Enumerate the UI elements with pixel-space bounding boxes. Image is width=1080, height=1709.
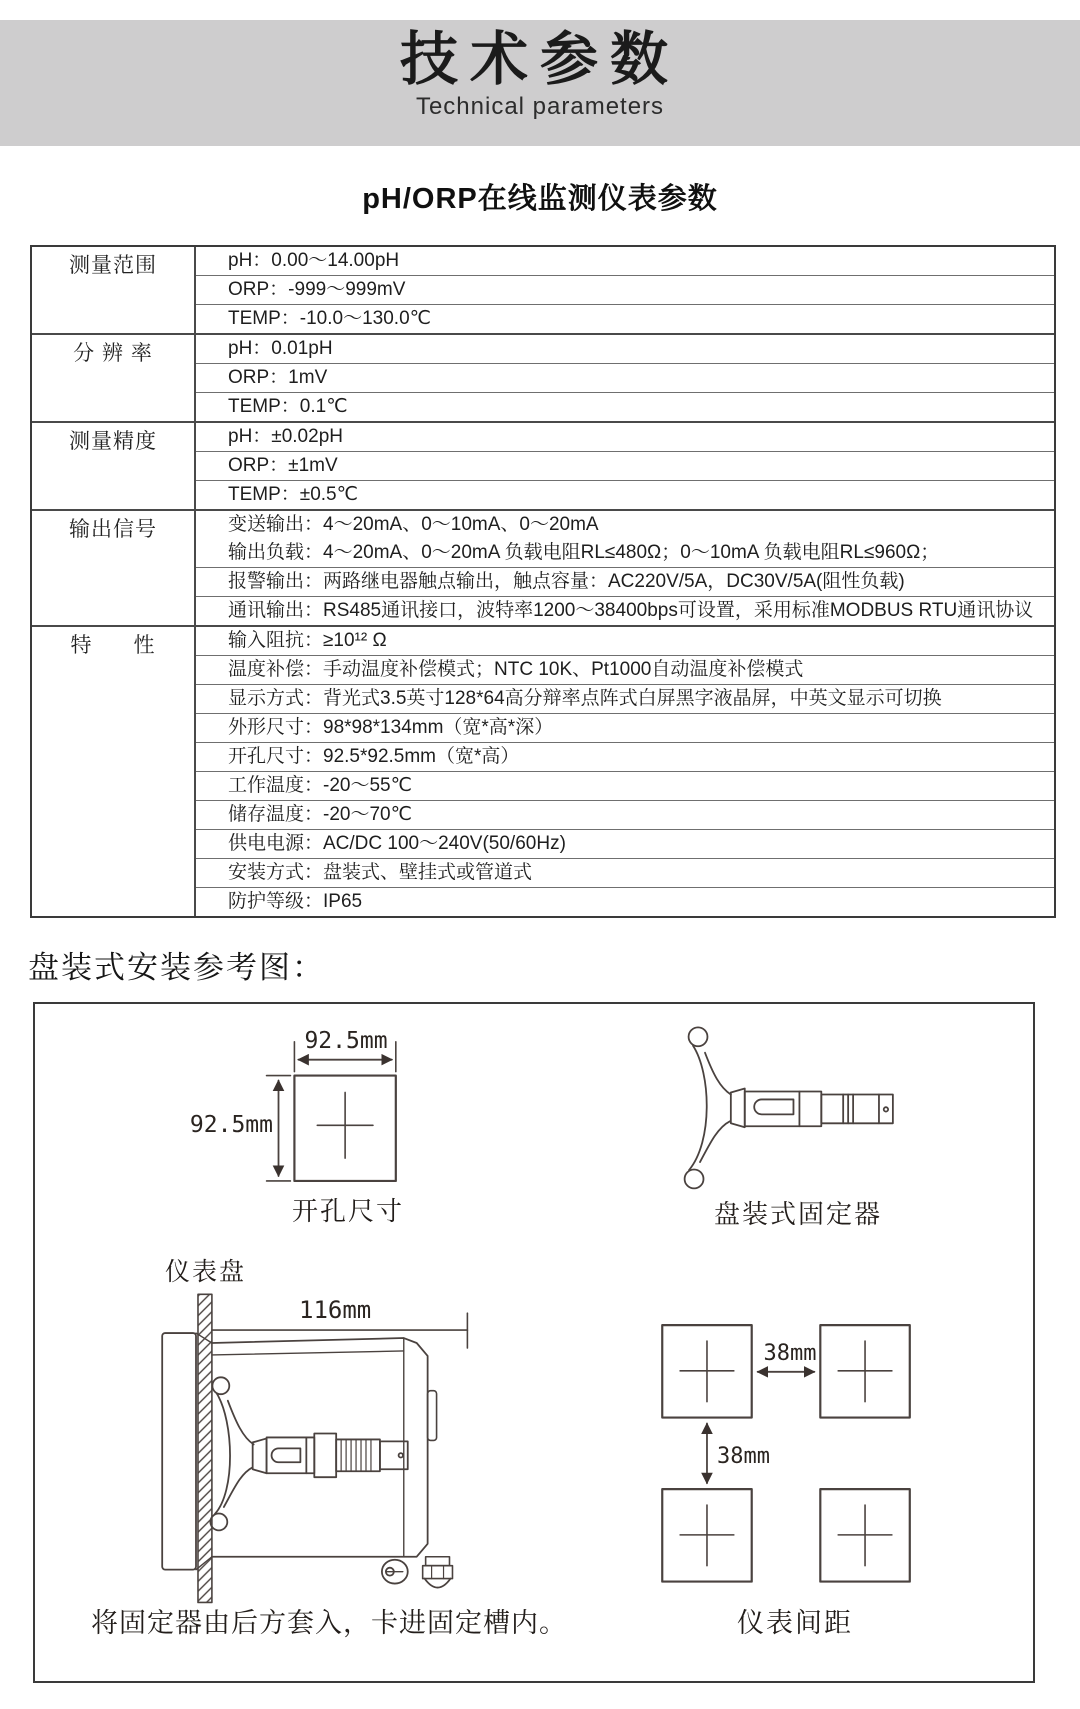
group-label: 测量精度 <box>32 423 196 509</box>
table-row: pH：±0.02pH <box>196 423 1054 452</box>
installation-diagram <box>33 1002 1035 1683</box>
spacing-vertical-dimension: 38mm <box>717 1444 770 1469</box>
instrument-side-view <box>162 1294 467 1602</box>
cutout-label: 开孔尺寸 <box>291 1196 404 1226</box>
panel-fixer-drawing <box>685 1027 893 1188</box>
panel-hatch <box>198 1294 212 1602</box>
table-row: TEMP：0.1℃ <box>228 396 348 417</box>
table-row: TEMP：-10.0～130.0℃ <box>228 308 431 329</box>
cutout-width-dimension: 92.5mm <box>304 1028 388 1054</box>
spec-group-output <box>32 511 1054 627</box>
table-row: ORP：±1mV <box>196 452 1054 481</box>
group-label: 分 辨 率 <box>32 335 196 421</box>
page-title: pH/ORP在线监测仪表参数 <box>362 183 718 215</box>
table-row: 供电电源：AC/DC 100～240V(50/60Hz) <box>196 830 1054 859</box>
banner-subtitle: Technical parameters <box>415 92 665 120</box>
depth-dimension: 116mm <box>299 1296 372 1324</box>
panel-fixer-label: 盘装式固定器 <box>713 1199 882 1229</box>
spec-group-measure-range <box>32 247 1054 335</box>
spec-table <box>30 245 1056 918</box>
group-label: 测量范围 <box>32 247 196 333</box>
table-row: TEMP：±0.5℃ <box>228 484 358 505</box>
section-heading: 盘装式安装参考图： <box>28 950 325 985</box>
group-label: 输出信号 <box>32 511 196 625</box>
table-row: 开孔尺寸：92.5*92.5mm（宽*高） <box>196 743 1054 772</box>
banner <box>0 20 1080 146</box>
table-row: 通讯输出：RS485通讯接口，波特率1200～38400bps可设置，采用标准MODBUS RTU通讯协议 <box>228 600 1034 621</box>
table-row: pH：0.00～14.00pH <box>196 247 1054 276</box>
table-row: 温度补偿：手动温度补偿模式；NTC 10K、Pt1000自动温度补偿模式 <box>196 656 1054 685</box>
table-row: 报警输出：两路继电器触点输出，触点容量：AC220V/5A，DC30V/5A(阻性负载) <box>196 568 1054 597</box>
spec-group-accuracy <box>32 423 1054 511</box>
table-row: 输入阻抗：≥10¹² Ω <box>196 627 1054 656</box>
table-row: 储存温度：-20～70℃ <box>196 801 1054 830</box>
table-row: 外形尺寸：98*98*134mm（宽*高*深） <box>196 714 1054 743</box>
cutout-square-drawing <box>267 1042 396 1181</box>
cutout-height-dimension: 92.5mm <box>189 1112 273 1138</box>
instrument-panel-label: 仪表盘 <box>165 1258 247 1286</box>
table-row: 输出负载：4～20mA、0～20mA 负载电阻RL≤480Ω；0～10mA 负载电阻RL≤960Ω； <box>196 539 1054 568</box>
diagram-line-art <box>35 1004 1033 1681</box>
table-row: 安装方式：盘装式、壁挂式或管道式 <box>196 859 1054 888</box>
banner-title: 技术参数 <box>399 27 680 92</box>
table-row: 工作温度：-20～55℃ <box>196 772 1054 801</box>
table-row: 防护等级：IP65 <box>228 891 363 912</box>
mounting-caption: 将固定器由后方套入，卡进固定槽内。 <box>91 1608 567 1638</box>
table-row: ORP：-999～999mV <box>196 276 1054 305</box>
table-row: 变送输出：4～20mA、0～10mA、0～20mA <box>228 514 599 535</box>
table-row: 显示方式：背光式3.5英寸128*64高分辩率点阵式白屏黑字液晶屏，中英文显示可切换 <box>196 685 1054 714</box>
spec-group-features <box>32 627 1054 916</box>
spacing-label: 仪表间距 <box>737 1608 853 1638</box>
table-row: pH：0.01pH <box>196 335 1054 364</box>
table-row: ORP：1mV <box>196 364 1054 393</box>
spec-group-resolution <box>32 335 1054 423</box>
group-label: 特 性 <box>32 627 196 916</box>
spacing-horizontal-dimension: 38mm <box>763 1341 817 1366</box>
